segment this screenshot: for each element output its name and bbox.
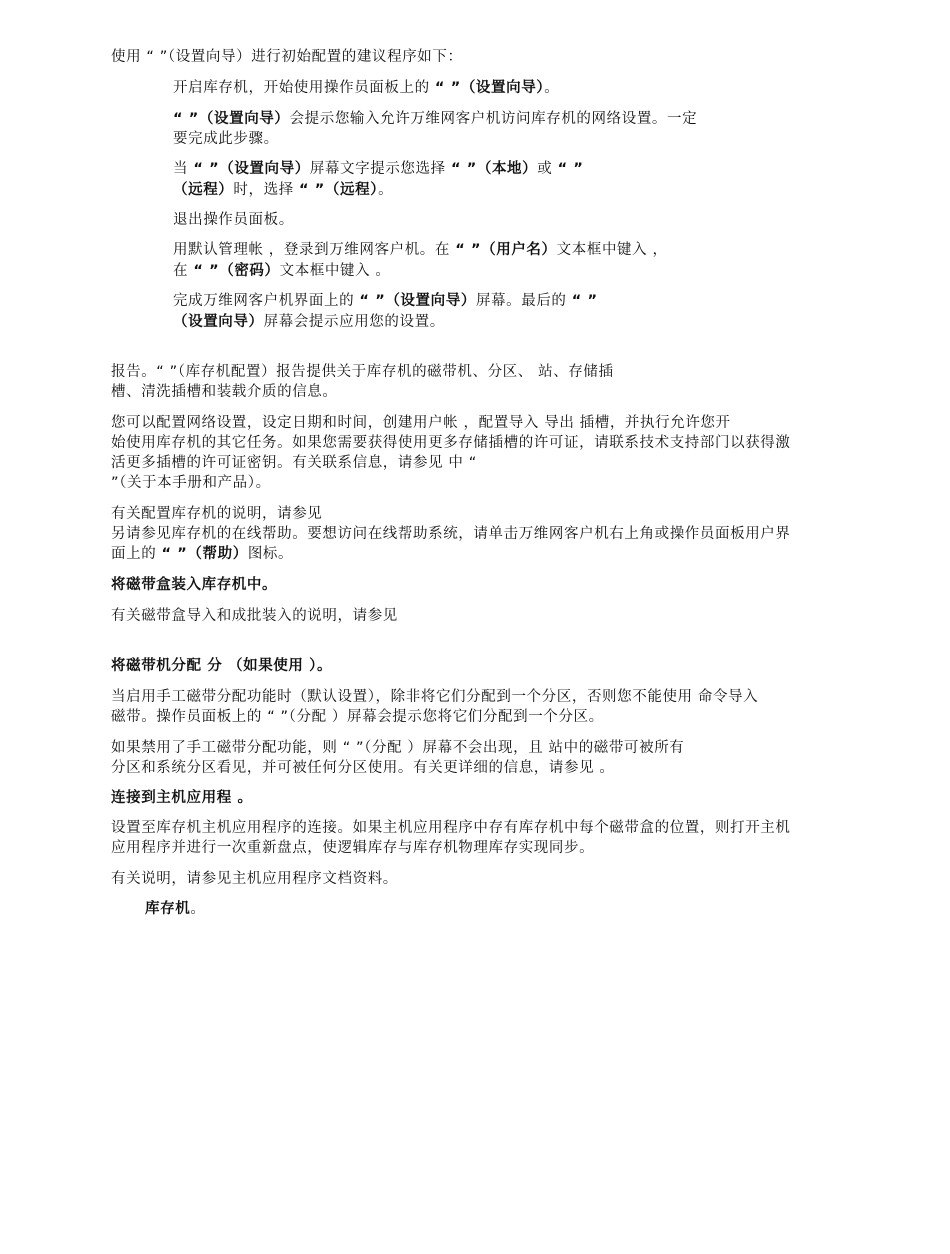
assign-paragraph-1-line-1: 当启用手工磁带分配功能时（默认设置），除非将它们分配到一个分区，否则您不能使用 命令导入 bbox=[111, 689, 759, 705]
text-run: 开启库存机，开始使用操作员面板上的 bbox=[173, 80, 435, 96]
help-paragraph-line-2: 另请参见库存机的在线帮助。要想访问在线帮助系统，请单击万维网客户机右上角或操作员面板用户界 bbox=[111, 526, 791, 542]
step-2-line-2 bbox=[173, 129, 279, 150]
assign-paragraph-1-line-2: 磁带。操作员面板上的 “ ”（分配 ）屏幕会提示您将它们分配到一个分区。 bbox=[111, 709, 604, 725]
help-paragraph-line-1: 有关配置库存机的说明，请参见 bbox=[111, 506, 323, 522]
assign-paragraph-2-line-1: 如果禁用了手工磁带分配功能，则 “ ”（分配 ）屏幕不会出现，且 站中的磁带可被所有 bbox=[111, 740, 685, 756]
step-2-line-1 bbox=[173, 109, 697, 130]
step-6-line-1 bbox=[173, 291, 598, 312]
text-run: 面上的 bbox=[111, 546, 162, 562]
configure-paragraph-line-4: ”（关于本手册和产品）。 bbox=[111, 475, 271, 491]
text-run: 。 bbox=[190, 901, 206, 917]
setup-wizard-ref: “ ”（设置向导） bbox=[359, 293, 476, 309]
password-field-ref: “ ”（密码） bbox=[193, 263, 280, 279]
library-ref: 库存机 bbox=[145, 901, 191, 917]
setup-wizard-ref: “ ”（设置向导） bbox=[173, 111, 290, 127]
text-run: 或 bbox=[537, 161, 558, 177]
step-1-line-1 bbox=[173, 78, 559, 99]
heading-load-cartridges: 将磁带盒装入库存机中。 bbox=[111, 577, 278, 593]
text-run: 图标。 bbox=[247, 546, 294, 562]
setup-wizard-ref: “ ”（设置向导） bbox=[193, 161, 310, 177]
connect-paragraph-line-1: 设置至库存机主机应用程序的连接。如果主机应用程序中存有库存机中每个磁带盒的位置，则打开主机 bbox=[111, 820, 791, 836]
connect-note: 有关说明，请参见主机应用程序文档资料。 bbox=[111, 871, 398, 887]
text-run: 屏幕。最后的 bbox=[475, 293, 572, 309]
text-run: 。 bbox=[378, 182, 394, 198]
text-run: 退出操作员面板。 bbox=[173, 212, 294, 228]
text-run: 屏幕文字提示您选择 bbox=[309, 161, 451, 177]
remote-option-ref: “ ” bbox=[557, 161, 584, 177]
setup-wizard-ref: “ ” bbox=[571, 293, 598, 309]
text-run: 时，选择 bbox=[233, 182, 300, 198]
final-step bbox=[145, 899, 205, 920]
connect-paragraph-line-2: 应用程序并进行一次重新盘点，使逻辑库存与库存机物理库存实现同步。 bbox=[111, 840, 595, 856]
step-3-line-1 bbox=[173, 159, 583, 180]
remote-option-ref: （远程） bbox=[173, 182, 234, 198]
intro-line: 使用 “ ”（设置向导）进行初始配置的建议程序如下： bbox=[111, 49, 463, 65]
step-5-line-1 bbox=[173, 240, 668, 261]
assign-paragraph-2-line-2: 分区和系统分区看见，并可被任何分区使用。有关更详细的信息，请参见 。 bbox=[111, 760, 615, 776]
step-5-line-2 bbox=[173, 261, 391, 282]
setup-wizard-ref: （设置向导） bbox=[173, 314, 264, 330]
text-run: 文本框中键入 ， bbox=[556, 242, 668, 258]
text-run: 。 bbox=[544, 80, 560, 96]
step-6-line-2 bbox=[173, 312, 445, 333]
help-icon-ref: “ ”（帮助） bbox=[161, 546, 248, 562]
text-run: 会提示您输入允许万维网客户机访问库存机的网络设置。一定 bbox=[289, 111, 698, 127]
text-run: 屏幕会提示应用您的设置。 bbox=[263, 314, 445, 330]
load-note: 有关磁带盒导入和成批装入的说明，请参见 bbox=[111, 608, 398, 624]
heading-connect-host: 连接到主机应用程 。 bbox=[111, 790, 253, 806]
text-run: 文本框中键入 。 bbox=[279, 263, 391, 279]
heading-assign-drives: 将磁带机分配 分 （如果使用 ）。 bbox=[111, 658, 333, 674]
setup-wizard-ref: “ ”（设置向导） bbox=[434, 80, 545, 96]
text-run: 用默认管理帐 ，登录到万维网客户机。在 bbox=[173, 242, 456, 258]
configure-paragraph-line-2: 始使用库存机的其它任务。如果您需要获得使用更多存储插槽的许可证，请联系技术支持部门以获得激 bbox=[111, 435, 791, 451]
remote-option-ref: “ ”（远程） bbox=[299, 182, 379, 198]
report-paragraph-line-1: 报告。“ ”（库存机配置）报告提供关于库存机的磁带机、分区、 站、存储插 bbox=[111, 364, 614, 380]
help-paragraph-line-3 bbox=[111, 544, 293, 565]
step-3-line-2 bbox=[173, 180, 393, 201]
text-run: 要完成此步骤。 bbox=[173, 131, 279, 147]
configure-paragraph-line-3: 活更多插槽的许可证密钥。有关联系信息，请参见 中 “ bbox=[111, 455, 477, 471]
text-run: 当 bbox=[173, 161, 194, 177]
text-run: 完成万维网客户机界面上的 bbox=[173, 293, 360, 309]
local-option-ref: “ ”（本地） bbox=[450, 161, 538, 177]
report-paragraph-line-2: 槽、清洗插槽和装载介质的信息。 bbox=[111, 384, 338, 400]
configure-paragraph-line-1: 您可以配置网络设置，设定日期和时间，创建用户帐 ，配置导入 导出 插槽，并执行允许您开 bbox=[111, 415, 731, 431]
step-4-line-1 bbox=[173, 210, 294, 231]
text-run: 在 bbox=[173, 263, 194, 279]
username-field-ref: “ ”（用户名） bbox=[455, 242, 557, 258]
